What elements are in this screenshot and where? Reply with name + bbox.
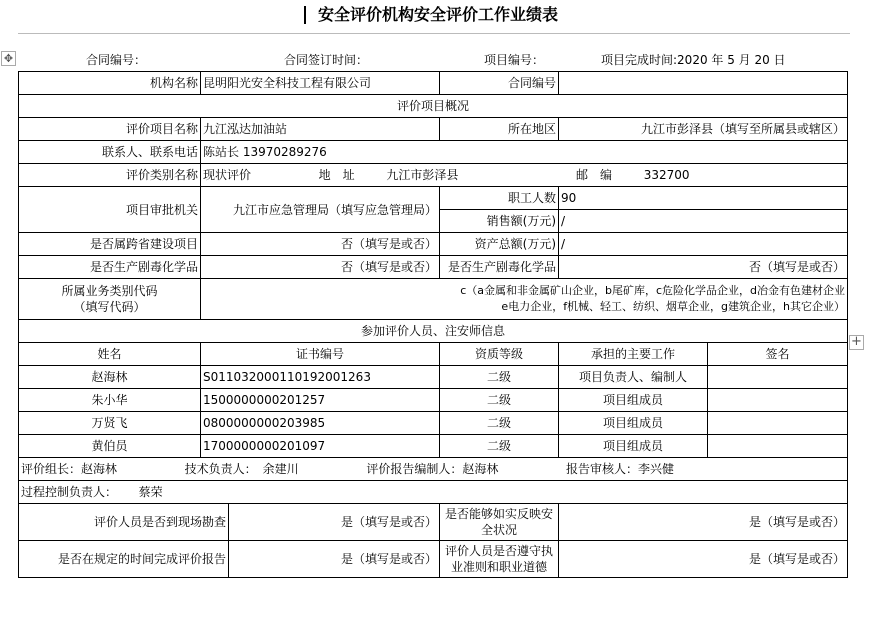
cross-value[interactable]: 否（填写是或否） (201, 233, 440, 256)
eval-leader: 评价组长：赵海林 (21, 462, 118, 476)
approval-value[interactable]: 九江市应急管理局（填写应急管理局） (201, 187, 440, 233)
sign-time-label: 合同签订时间： (284, 53, 369, 67)
time-label: 是否在规定的时间完成评价报告 (19, 541, 229, 578)
personnel-columns-row (19, 343, 848, 366)
person-work[interactable]: 项目组成员 (559, 412, 708, 435)
person-sign[interactable] (708, 389, 848, 412)
cross-province-row (19, 233, 848, 256)
time-value[interactable]: 是（填写是或否） (229, 541, 440, 578)
col-work: 承担的主要工作 (559, 343, 708, 366)
table-row (19, 366, 848, 389)
sales-value[interactable]: / (559, 210, 848, 233)
site-value[interactable]: 是（填写是或否） (229, 504, 440, 541)
ethics-value[interactable]: 是（填写是或否） (559, 541, 848, 578)
toxic-value[interactable]: 否（填写是或否） (201, 256, 440, 279)
person-work[interactable]: 项目组成员 (559, 435, 708, 458)
person-sign[interactable] (708, 412, 848, 435)
table-move-handle-icon[interactable]: ✥ (1, 51, 16, 66)
contract-value[interactable] (559, 72, 848, 95)
org-value[interactable]: 昆明阳光安全科技工程有限公司 (201, 72, 440, 95)
business-row (19, 279, 848, 320)
ethics-label: 评价人员是否遵守执业准则和职业道德 (440, 541, 559, 578)
approval-row (19, 187, 848, 210)
eval-type-label: 评价类别名称 (19, 164, 201, 187)
assets-value[interactable]: / (559, 233, 848, 256)
post-label: 邮 编 (576, 168, 613, 182)
header-rule (18, 33, 850, 34)
process-row (19, 481, 848, 504)
address-label: 地 址 (318, 168, 355, 182)
process-name[interactable]: 蔡荣 (138, 485, 163, 499)
person-level[interactable]: 二级 (440, 412, 559, 435)
assets-label: 资产总额(万元) (440, 233, 559, 256)
roles-cell (19, 458, 848, 481)
person-cert[interactable]: 1500000000201257 (201, 389, 440, 412)
person-name[interactable]: 朱小华 (19, 389, 201, 412)
table-row (19, 435, 848, 458)
business-label-line1: 所属业务类别代码 (61, 284, 158, 298)
person-cert[interactable]: S011032000110192001263 (201, 366, 440, 389)
contract-no-label: 合同编号： (86, 53, 147, 67)
process-cell (19, 481, 848, 504)
overview-header: 评价项目概况 (19, 95, 848, 118)
page-title: 安全评价机构安全评价工作业绩表 (318, 5, 559, 24)
toxic-label-2: 是否生产剧毒化学品 (440, 256, 559, 279)
person-level[interactable]: 二级 (440, 366, 559, 389)
address-value[interactable]: 九江市彭泽县 (386, 168, 459, 182)
project-name-label: 评价项目名称 (19, 118, 201, 141)
approval-label: 项目审批机关 (19, 187, 201, 233)
eval-type-value[interactable]: 现状评价 (203, 168, 252, 182)
person-level[interactable]: 二级 (440, 389, 559, 412)
person-name[interactable]: 赵海林 (19, 366, 201, 389)
business-label (19, 279, 201, 320)
cross-label: 是否属跨省建设项目 (19, 233, 201, 256)
contact-label: 联系人、联系电话 (19, 141, 201, 164)
toxic-label: 是否生产剧毒化学品 (19, 256, 201, 279)
col-level: 资质等级 (440, 343, 559, 366)
person-level[interactable]: 二级 (440, 435, 559, 458)
region-value[interactable]: 九江市彭泽县（填写至所属县或辖区） (559, 118, 848, 141)
table-row (19, 412, 848, 435)
person-work[interactable]: 项目负责人、编制人 (559, 366, 708, 389)
col-name: 姓名 (19, 343, 201, 366)
eval-type-cell (201, 164, 848, 187)
reflect-value[interactable]: 是（填写是或否） (559, 504, 848, 541)
business-codes-line1: c（a金属和非金属矿山企业，b尾矿库，c危险化学品企业，d冶金有色建材企业 (460, 284, 846, 297)
person-name[interactable]: 黄伯员 (19, 435, 201, 458)
project-no-label: 项目编号： (484, 53, 545, 67)
overview-header-row (19, 95, 848, 118)
eval-type-row (19, 164, 848, 187)
performance-table (18, 71, 848, 578)
tech-lead: 技术负责人： 余建川 (184, 462, 299, 476)
person-sign[interactable] (708, 366, 848, 389)
time-row (19, 541, 848, 578)
business-label-line2: （填写代码） (73, 300, 146, 314)
person-work[interactable]: 项目组成员 (559, 389, 708, 412)
personnel-header: 参加评价人员、注安师信息 (19, 320, 848, 343)
roles-row (19, 458, 848, 481)
table-row (19, 389, 848, 412)
contact-row (19, 141, 848, 164)
staff-label: 职工人数 (440, 187, 559, 210)
post-value[interactable]: 332700 (643, 168, 690, 182)
toxic-row (19, 256, 848, 279)
report-reviewer: 报告审核人：李兴健 (566, 462, 675, 476)
title-accent-bar (304, 6, 306, 24)
sales-label: 销售额(万元) (440, 210, 559, 233)
col-cert: 证书编号 (201, 343, 440, 366)
project-row (19, 118, 848, 141)
toxic-value-2[interactable]: 否（填写是或否） (559, 256, 848, 279)
org-row (19, 72, 848, 95)
staff-value[interactable]: 90 (559, 187, 848, 210)
site-row (19, 504, 848, 541)
personnel-header-row (19, 320, 848, 343)
contact-value[interactable]: 陈站长 13970289276 (201, 141, 848, 164)
project-name[interactable]: 九江泓达加油站 (201, 118, 440, 141)
report-writer: 评价报告编制人：赵海林 (366, 462, 499, 476)
org-label: 机构名称 (19, 72, 201, 95)
process-label: 过程控制负责人： (21, 485, 118, 499)
business-codes-line2: e电力企业，f机械、轻工、纺织、烟草企业，g建筑企业，h其它企业） (501, 300, 846, 313)
finish-time: 项目完成时间:2020 年 5 月 20 日 (601, 53, 786, 67)
contract-label: 合同编号 (440, 72, 559, 95)
business-codes[interactable] (201, 279, 848, 320)
add-row-plus-icon[interactable]: + (849, 335, 864, 350)
person-sign[interactable] (708, 435, 848, 458)
person-name[interactable]: 万贤飞 (19, 412, 201, 435)
reflect-label: 是否能够如实反映安全状况 (440, 504, 559, 541)
site-label: 评价人员是否到现场勘查 (19, 504, 229, 541)
person-cert[interactable]: 1700000000201097 (201, 435, 440, 458)
person-cert[interactable]: 0800000000203985 (201, 412, 440, 435)
col-sign: 签名 (708, 343, 848, 366)
region-label: 所在地区 (440, 118, 559, 141)
